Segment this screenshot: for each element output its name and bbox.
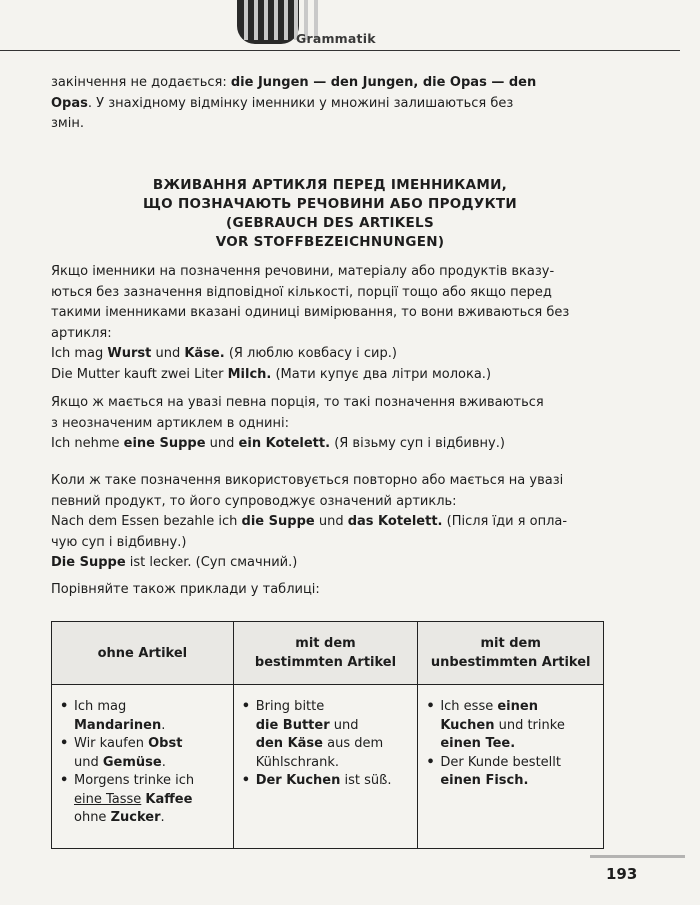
example-sentence: Ich mag Wurst und Käse. (Я люблю ковбасу і сир.)	[51, 346, 397, 361]
table-header-cell: mit dem unbestimmten Artikel	[418, 622, 604, 685]
list-item: • Bring bitte die Butter und den Käse aus dem Kühlschrank.	[242, 698, 412, 772]
section-title: ВЖИВАННЯ АРТИКЛЯ ПЕРЕД ІМЕННИКАМИ, ЩО ПОЗНАЧАЮТЬ РЕЧОВИНИ АБО ПРОДУКТИ (GEBRAUCH DES ARTIKELS VOR STOFFBEZEICHNUNGEN)	[142, 177, 518, 250]
example-sentence: Ich nehme eine Suppe und ein Kotelett. (Я візьму суп і відбивну.)	[51, 436, 505, 451]
list-item: • Wir kaufen Obst und Gemüse.	[60, 735, 227, 772]
table-cell	[233, 685, 418, 849]
header-divider	[0, 50, 680, 51]
list-item: • Morgens trinke ich eine Tasse Kaffee ohne Zucker.	[60, 772, 227, 828]
rule-paragraph-definite: Коли ж таке позначення використовується повторно або мається на увазі певний продукт, то його супроводжує означений артикль: Nach dem Essen bezahle ich die Suppe und das Kotelett. (Після їди я опла- чую суп і відбивну.) Die Suppe ist lecker. (Суп смачний.)	[51, 471, 606, 574]
list-item: • Ich esse einen Kuchen und trinke einen Tee.	[426, 698, 597, 754]
list-item: • Ich mag Mandarinen.	[60, 698, 227, 735]
intro-paragraph: закінчення не додається: die Jungen — den Jungen, die Opas — den Opas. У знахідному відмінку іменники у множині залишаються без змін.	[51, 75, 537, 131]
page-number: 193	[606, 865, 638, 883]
table-cell	[418, 685, 604, 849]
table-header-cell: ohne Artikel	[52, 622, 234, 685]
footer-decoration	[590, 855, 685, 858]
example-sentence: Die Suppe ist lecker. (Суп смачний.)	[51, 555, 298, 570]
table-intro: Порівняйте також приклади у таблиці:	[51, 582, 320, 597]
table-cell	[52, 685, 234, 849]
comparison-table	[51, 621, 604, 849]
rule-paragraph-no-article: Якщо іменники на позначення речовини, матеріалу або продуктів вказу- ються без зазначення відповідної кількості, порції тощо або якщо перед такими іменниками вказані одиниці вимірювання, то вони вживаються без артикля: Ich mag Wurst und Käse. (Я люблю ковбасу і сир.) Die Mutter kauft zwei Liter Milch. (Мати купує два літри молока.)	[51, 262, 606, 385]
table-header-row	[52, 622, 604, 685]
rule-paragraph-indefinite: Якщо ж мається на увазі певна порція, то такі позначення вживаються з неозначеним артиклем в однині: Ich nehme eine Suppe und ein Kotelett. (Я візьму суп і відбивну.)	[51, 393, 606, 455]
list-item: • Der Kuchen ist süß.	[242, 772, 412, 791]
list-item: • Der Kunde bestellt einen Fisch.	[426, 754, 597, 791]
example-sentence: Die Mutter kauft zwei Liter Milch. (Мати купує два літри молока.)	[51, 366, 492, 382]
table-row	[52, 685, 604, 849]
table-header-cell: mit dem bestimmten Artikel	[233, 622, 418, 685]
example-sentence: Nach dem Essen bezahle ich die Suppe und das Kotelett. (Після їди я опла-	[51, 514, 568, 529]
section-header-label: Grammatik	[296, 31, 376, 46]
